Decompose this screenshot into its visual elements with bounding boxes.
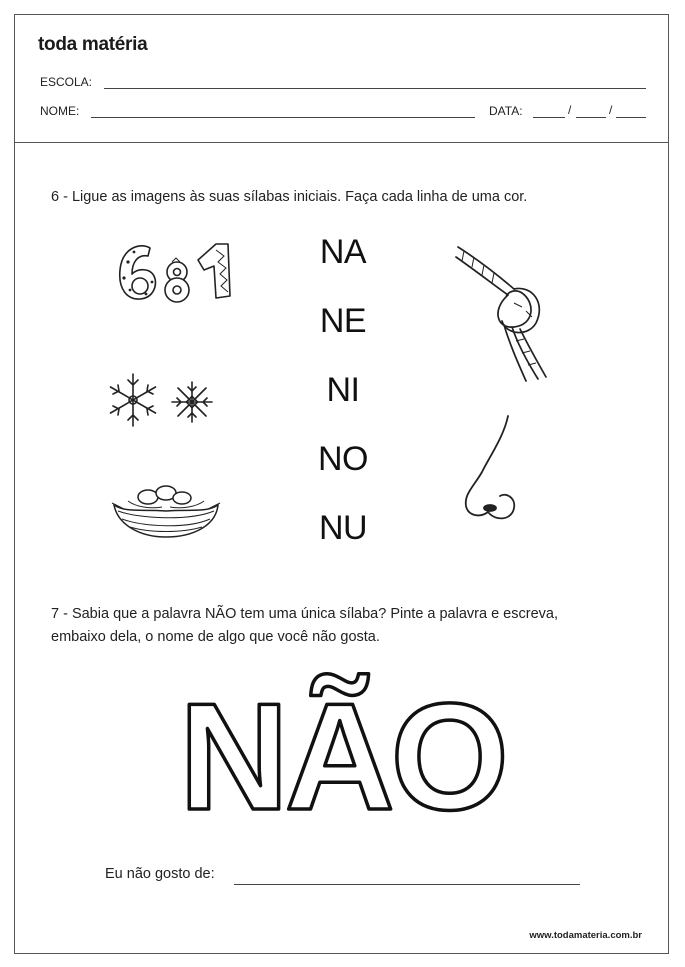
syllable-na: NA	[319, 233, 367, 271]
syllable-ne: NE	[319, 302, 367, 340]
answer-line[interactable]	[234, 884, 580, 885]
nest-illustration	[110, 473, 222, 541]
brand-logo: toda matéria	[38, 34, 148, 55]
nao-outline-word[interactable]	[170, 665, 515, 825]
footer-website: www.todamateria.com.br	[529, 930, 642, 941]
name-label: NOME:	[40, 104, 80, 118]
nao-word-text: NÃO	[179, 672, 505, 825]
activity-7-instruction-line-2: embaixo dela, o nome de algo que você não gosta.	[51, 629, 380, 645]
syllable-no: NO	[318, 440, 368, 478]
answer-label: Eu não gosto de:	[105, 866, 215, 882]
header-divider	[14, 142, 669, 143]
date-separator: /	[609, 103, 613, 117]
activity-7-instruction-line-1: 7 - Sabia que a palavra NÃO tem uma única sílaba? Pinte a palavra e escreva,	[51, 606, 558, 622]
date-month-line[interactable]	[576, 117, 606, 118]
nose-illustration	[460, 412, 522, 528]
syllable-ni: NI	[326, 371, 360, 409]
school-label: ESCOLA:	[40, 75, 93, 89]
name-line[interactable]	[91, 117, 475, 118]
school-line[interactable]	[104, 88, 646, 89]
date-year-line[interactable]	[616, 117, 646, 118]
date-separator: /	[568, 103, 572, 117]
numbers-681-illustration	[112, 238, 242, 304]
syllable-nu: NU	[318, 509, 368, 547]
snowflakes-illustration	[100, 371, 222, 429]
date-label: DATA:	[489, 104, 523, 118]
date-day-line[interactable]	[533, 117, 565, 118]
knot-illustration	[452, 245, 552, 385]
activity-6-instruction: 6 - Ligue as imagens às suas sílabas iniciais. Faça cada linha de uma cor.	[51, 189, 528, 205]
